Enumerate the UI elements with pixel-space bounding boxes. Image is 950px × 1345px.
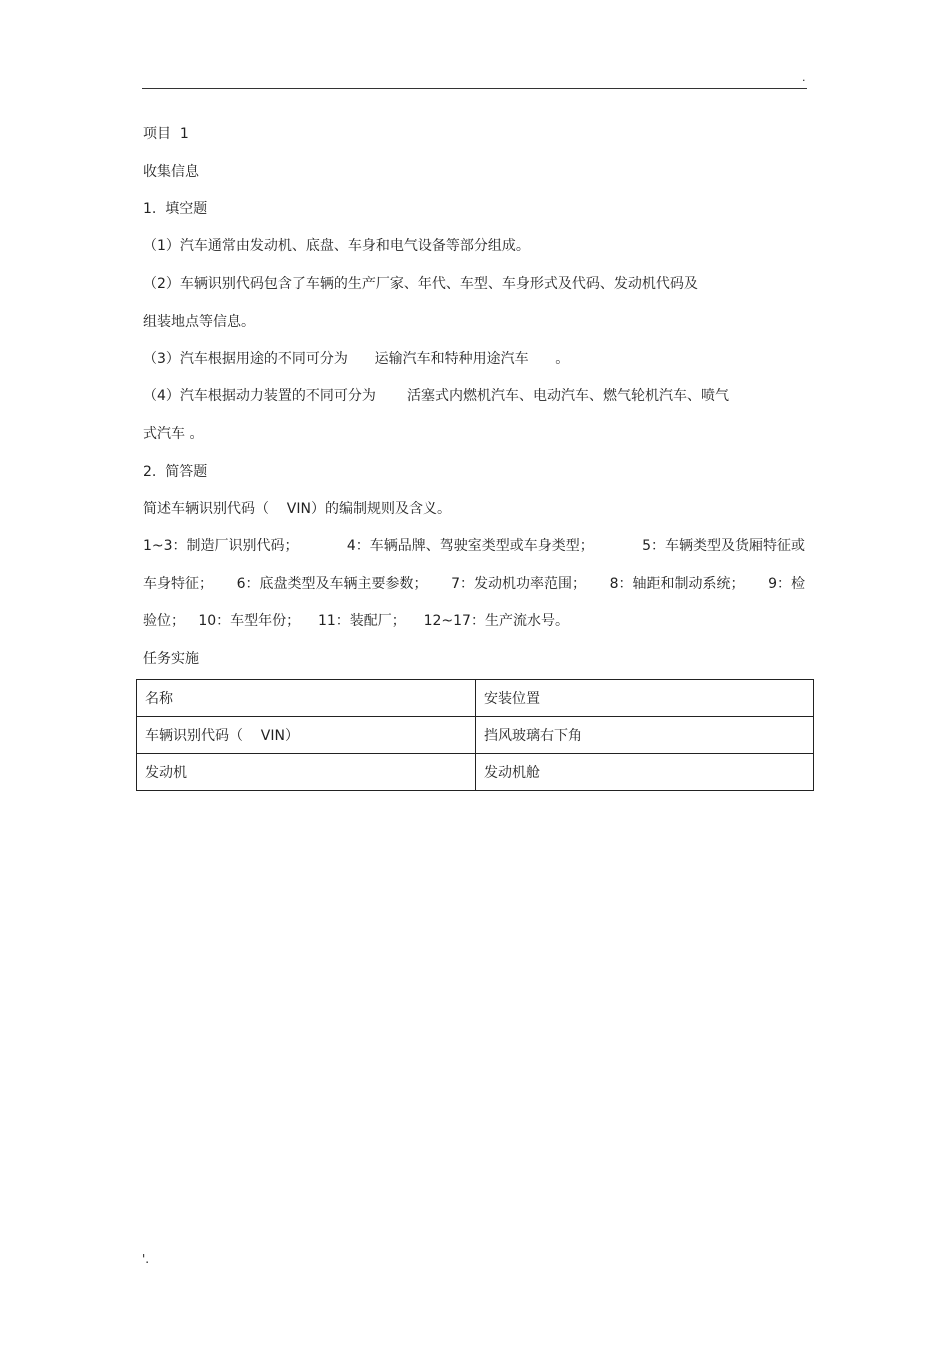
- answer-segment: 车身特征；: [143, 576, 213, 592]
- q1-item-2-cont: 组装地点等信息。: [143, 314, 255, 330]
- table-cell: 挡风玻璃右下角: [476, 717, 814, 754]
- q2-answer-line-2: [143, 574, 805, 594]
- answer-segment: 8：轴距和制动系统；: [609, 576, 745, 592]
- footer-mark: '.: [142, 1252, 150, 1266]
- q1-heading: 1. 填空题: [143, 201, 208, 217]
- q1-item-4-cont: 式汽车 。: [143, 426, 204, 442]
- q2-question: 简述车辆识别代码（ VIN）的编制规则及含义。: [143, 501, 451, 517]
- answer-segment: 1~3：制造厂识别代码；: [143, 538, 299, 554]
- install-location-table: [136, 679, 814, 791]
- table-header-cell: 名称: [137, 680, 476, 717]
- q1-item-2: （2）车辆识别代码包含了车辆的生产厂家、年代、车型、车身形式及代码、发动机代码及: [143, 276, 698, 292]
- table-cell: 发动机舱: [476, 754, 814, 791]
- answer-segment: 7：发动机功率范围；: [451, 576, 586, 592]
- q2-heading: 2. 简答题: [143, 464, 208, 480]
- table-cell: 车辆识别代码（ VIN）: [137, 717, 476, 754]
- answer-segment: 5：车辆类型及货厢特征或: [642, 538, 805, 554]
- section-collect-info: 收集信息: [143, 164, 199, 180]
- answer-segment: 4：车辆品牌、驾驶室类型或车身类型；: [346, 538, 594, 554]
- header-mark: .: [802, 71, 806, 84]
- table-row: [137, 754, 814, 791]
- header-rule: [142, 88, 807, 89]
- table-row: [137, 717, 814, 754]
- q1-item-4: （4）汽车根据动力装置的不同可分为 活塞式内燃机汽车、电动汽车、燃气轮机汽车、喷气: [143, 388, 730, 404]
- q2-answer-line-1: [143, 536, 805, 556]
- project-title: 项目 1: [143, 126, 189, 142]
- table-cell: 发动机: [137, 754, 476, 791]
- answer-segment: 9：检: [768, 576, 805, 592]
- task-heading: 任务实施: [143, 651, 199, 667]
- table-header-cell: 安装位置: [476, 680, 814, 717]
- table-header-row: [137, 680, 814, 717]
- q2-answer-line-3: 验位； 10：车型年份； 11：装配厂； 12~17：生产流水号。: [143, 613, 569, 629]
- q1-item-1: （1）汽车通常由发动机、底盘、车身和电气设备等部分组成。: [143, 238, 530, 254]
- q1-item-3: （3）汽车根据用途的不同可分为 运输汽车和特种用途汽车 。: [143, 351, 570, 367]
- answer-segment: 6：底盘类型及车辆主要参数；: [236, 576, 428, 592]
